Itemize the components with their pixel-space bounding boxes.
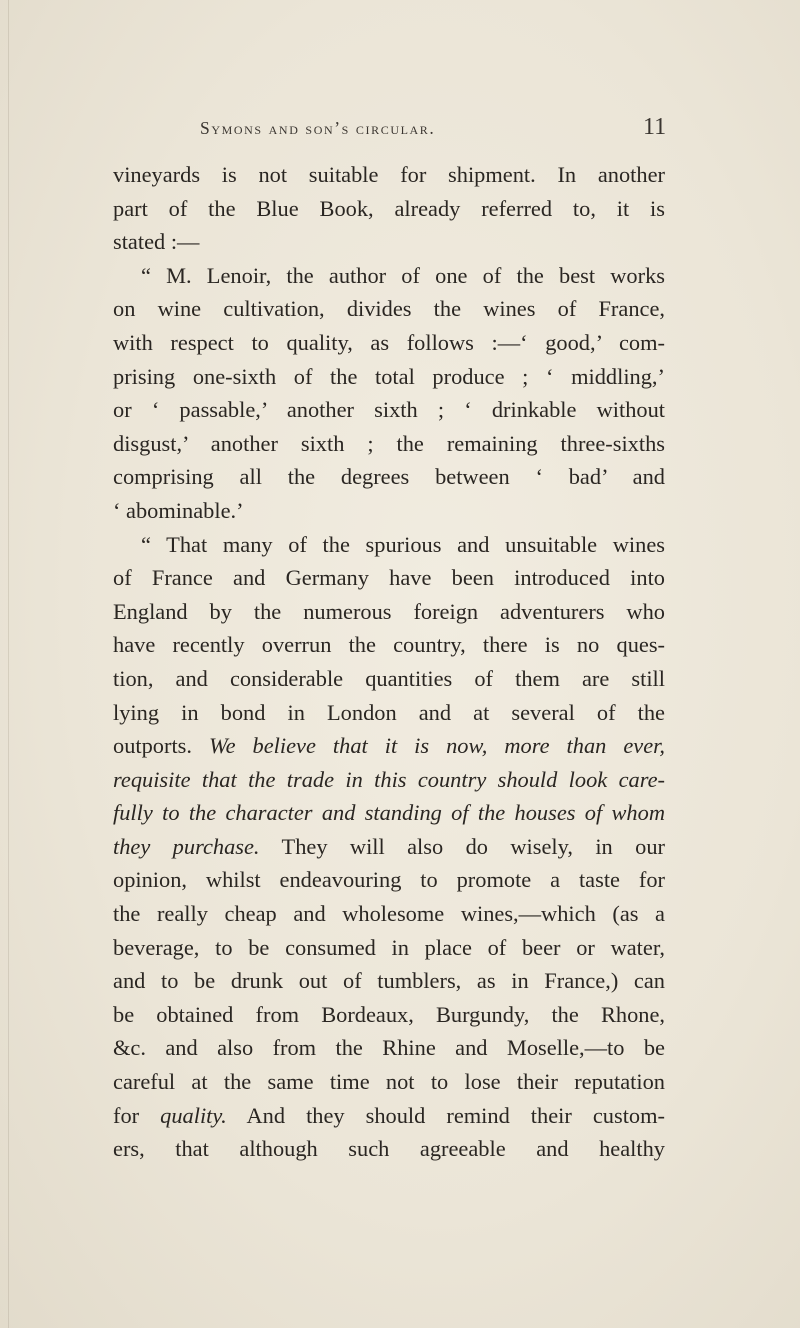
text-line [113, 259, 665, 293]
text-run: England by the numerous foreign adventurers who [113, 598, 665, 624]
text-run: have recently overrun the country, there is no ques- [113, 632, 665, 658]
text-run: of France and Germany have been introduced into [113, 565, 665, 591]
text-line [113, 292, 665, 326]
text-line [113, 998, 665, 1032]
text-run: “ M. Lenoir, the author of one of the best works [141, 262, 665, 288]
text-run: prising one-sixth of the total produce ; ‘ middling,’ [113, 363, 665, 389]
text-run: vineyards is not suitable for shipment. In another [113, 162, 665, 187]
text-line [113, 696, 665, 730]
text-line [113, 360, 665, 394]
italic-run: We believe that it is now, more than ever, [209, 733, 666, 759]
text-run: &c. and also from the Rhine and Moselle,—to be [113, 1035, 665, 1061]
text-run: “ That many of the spurious and unsuitable wines [141, 531, 665, 557]
text-line [113, 192, 665, 226]
body-text [113, 158, 665, 1166]
text-line [113, 628, 665, 662]
text-run: or ‘ passable,’ another sixth ; ‘ drinkable without [113, 397, 665, 423]
text-run: part of the Blue Book, already referred to, it is [113, 195, 665, 221]
text-run: lying in bond in London and at several of the [113, 699, 665, 725]
text-line [113, 1065, 665, 1099]
text-line [113, 796, 665, 830]
italic-run: requisite that the trade in this country should look care- [113, 766, 665, 792]
text-line [113, 561, 665, 595]
text-line [113, 662, 665, 696]
text-line [113, 729, 665, 763]
text-line [113, 763, 665, 797]
italic-run: they purchase. [113, 833, 260, 859]
text-run: and to be drunk out of tumblers, as in France,) can [113, 968, 665, 994]
text-line [113, 326, 665, 360]
text-line [113, 225, 665, 259]
text-line [113, 1132, 665, 1166]
page-number: 11 [643, 114, 667, 140]
text-run: with respect to quality, as follows :—‘ good,’ com- [113, 329, 665, 355]
text-line [113, 427, 665, 461]
text-line [113, 931, 665, 965]
text-run: outports. [113, 733, 209, 759]
text-run: beverage, to be consumed in place of beer or water, [113, 934, 665, 960]
text-run: And they should remind their custom- [226, 1102, 665, 1128]
text-run: They will also do wisely, in our [259, 833, 665, 859]
text-run: comprising all the degrees between ‘ bad’ and [113, 464, 665, 490]
text-run: stated :— [113, 229, 200, 255]
italic-run: quality. [160, 1102, 227, 1128]
italic-run: fully to the character and standing of the houses of whom [113, 800, 665, 826]
text-line [113, 830, 665, 864]
text-line [113, 158, 665, 192]
text-run: be obtained from Bordeaux, Burgundy, the Rhone, [113, 1001, 665, 1027]
text-line [113, 595, 665, 629]
text-run: disgust,’ another sixth ; the remaining three-sixths [113, 430, 665, 456]
text-run: careful at the same time not to lose their reputation [113, 1069, 665, 1095]
running-head [0, 114, 800, 146]
text-run: ‘ abominable.’ [113, 497, 244, 523]
text-run: for [113, 1102, 161, 1128]
text-line [113, 1099, 665, 1133]
text-line [113, 863, 665, 897]
text-line [113, 897, 665, 931]
text-line [113, 528, 665, 562]
text-run: opinion, whilst endeavouring to promote a taste for [113, 867, 665, 893]
text-run: on wine cultivation, divides the wines of France, [113, 296, 665, 322]
text-line [113, 460, 665, 494]
running-title: Symons and son’s circular. [200, 118, 436, 138]
text-run: ers, that although such agreeable and healthy [113, 1136, 665, 1162]
text-line [113, 393, 665, 427]
text-run: tion, and considerable quantities of them are still [113, 665, 665, 691]
text-line [113, 1031, 665, 1065]
page-gutter-shadow [8, 0, 9, 1328]
text-line [113, 494, 665, 528]
text-run: the really cheap and wholesome wines,—which (as a [113, 901, 665, 927]
text-line [113, 964, 665, 998]
